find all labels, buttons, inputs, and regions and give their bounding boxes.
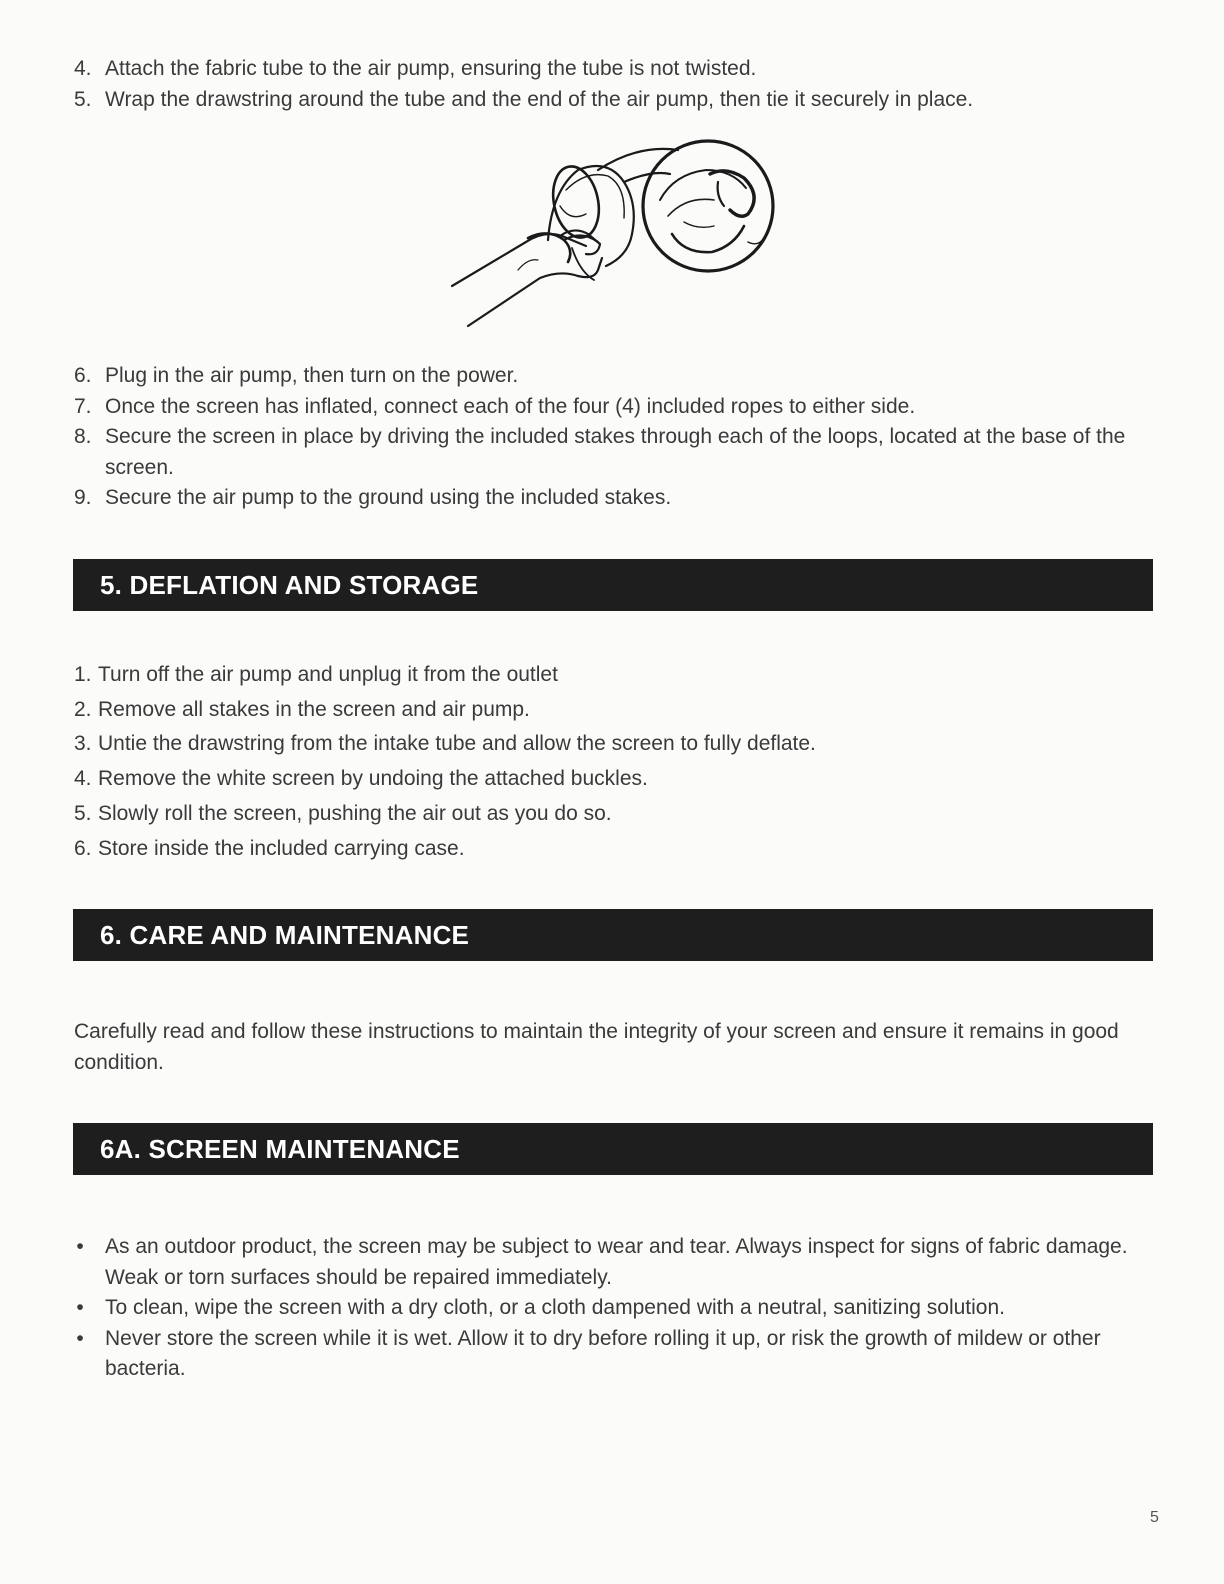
- pump-tube-drawstring-illustration: [448, 130, 783, 330]
- setup-steps-list-b: [74, 361, 1154, 514]
- list-item: 4. Remove the white screen by undoing the attached buckles.: [74, 767, 648, 791]
- care-intro-paragraph: Carefully read and follow these instructions to maintain the integrity of your screen and ensure it remains in good condition.: [74, 1020, 1119, 1074]
- bullet-icon: •: [76, 1296, 84, 1319]
- list-item: • As an outdoor product, the screen may be subject to wear and tear. Always inspect for signs of fabric damage. Weak or torn surfaces should be repaired immediately.: [74, 1232, 1154, 1293]
- bullet-icon: •: [76, 1326, 84, 1350]
- list-item: 4. Attach the fabric tube to the air pump, ensuring the tube is not twisted.: [74, 57, 757, 80]
- list-item: 8. Secure the screen in place by driving the included stakes through each of the loops, located at the base of the screen.: [74, 425, 1126, 479]
- list-item: 5. Wrap the drawstring around the tube and the end of the air pump, then tie it securely in place.: [74, 87, 974, 111]
- list-item: 6. Store inside the included carrying case.: [74, 836, 465, 860]
- page-number: 5: [1150, 1509, 1159, 1526]
- bullet-icon: •: [76, 1235, 84, 1258]
- list-item: • Never store the screen while it is wet. Allow it to dry before rolling it up, or risk the growth of mildew or other bacteria.: [74, 1324, 1154, 1385]
- deflation-steps-list: [74, 658, 1154, 866]
- list-item: 2. Remove all stakes in the screen and air pump.: [74, 697, 530, 721]
- list-item: 6. Plug in the air pump, then turn on the power.: [74, 364, 519, 387]
- list-item: 7. Once the screen has inflated, connect each of the four (4) included ropes to either side.: [74, 394, 916, 418]
- section-heading-screen-maintenance: 6A. SCREEN MAINTENANCE: [73, 1123, 1153, 1175]
- setup-steps-list-a: [74, 54, 1154, 115]
- list-item: 5. Slowly roll the screen, pushing the air out as you do so.: [74, 801, 612, 825]
- section-heading-care-maintenance: 6. CARE AND MAINTENANCE: [73, 909, 1153, 961]
- list-item: 1. Turn off the air pump and unplug it from the outlet: [74, 663, 558, 686]
- screen-maintenance-bullets: [74, 1232, 1154, 1385]
- list-item: 3. Untie the drawstring from the intake tube and allow the screen to fully deflate.: [74, 732, 816, 756]
- list-item: 9. Secure the air pump to the ground using the included stakes.: [74, 486, 672, 509]
- list-item: • To clean, wipe the screen with a dry cloth, or a cloth dampened with a neutral, sanitizing solution.: [74, 1293, 1154, 1324]
- section-heading-deflation-storage: 5. DEFLATION AND STORAGE: [73, 559, 1153, 611]
